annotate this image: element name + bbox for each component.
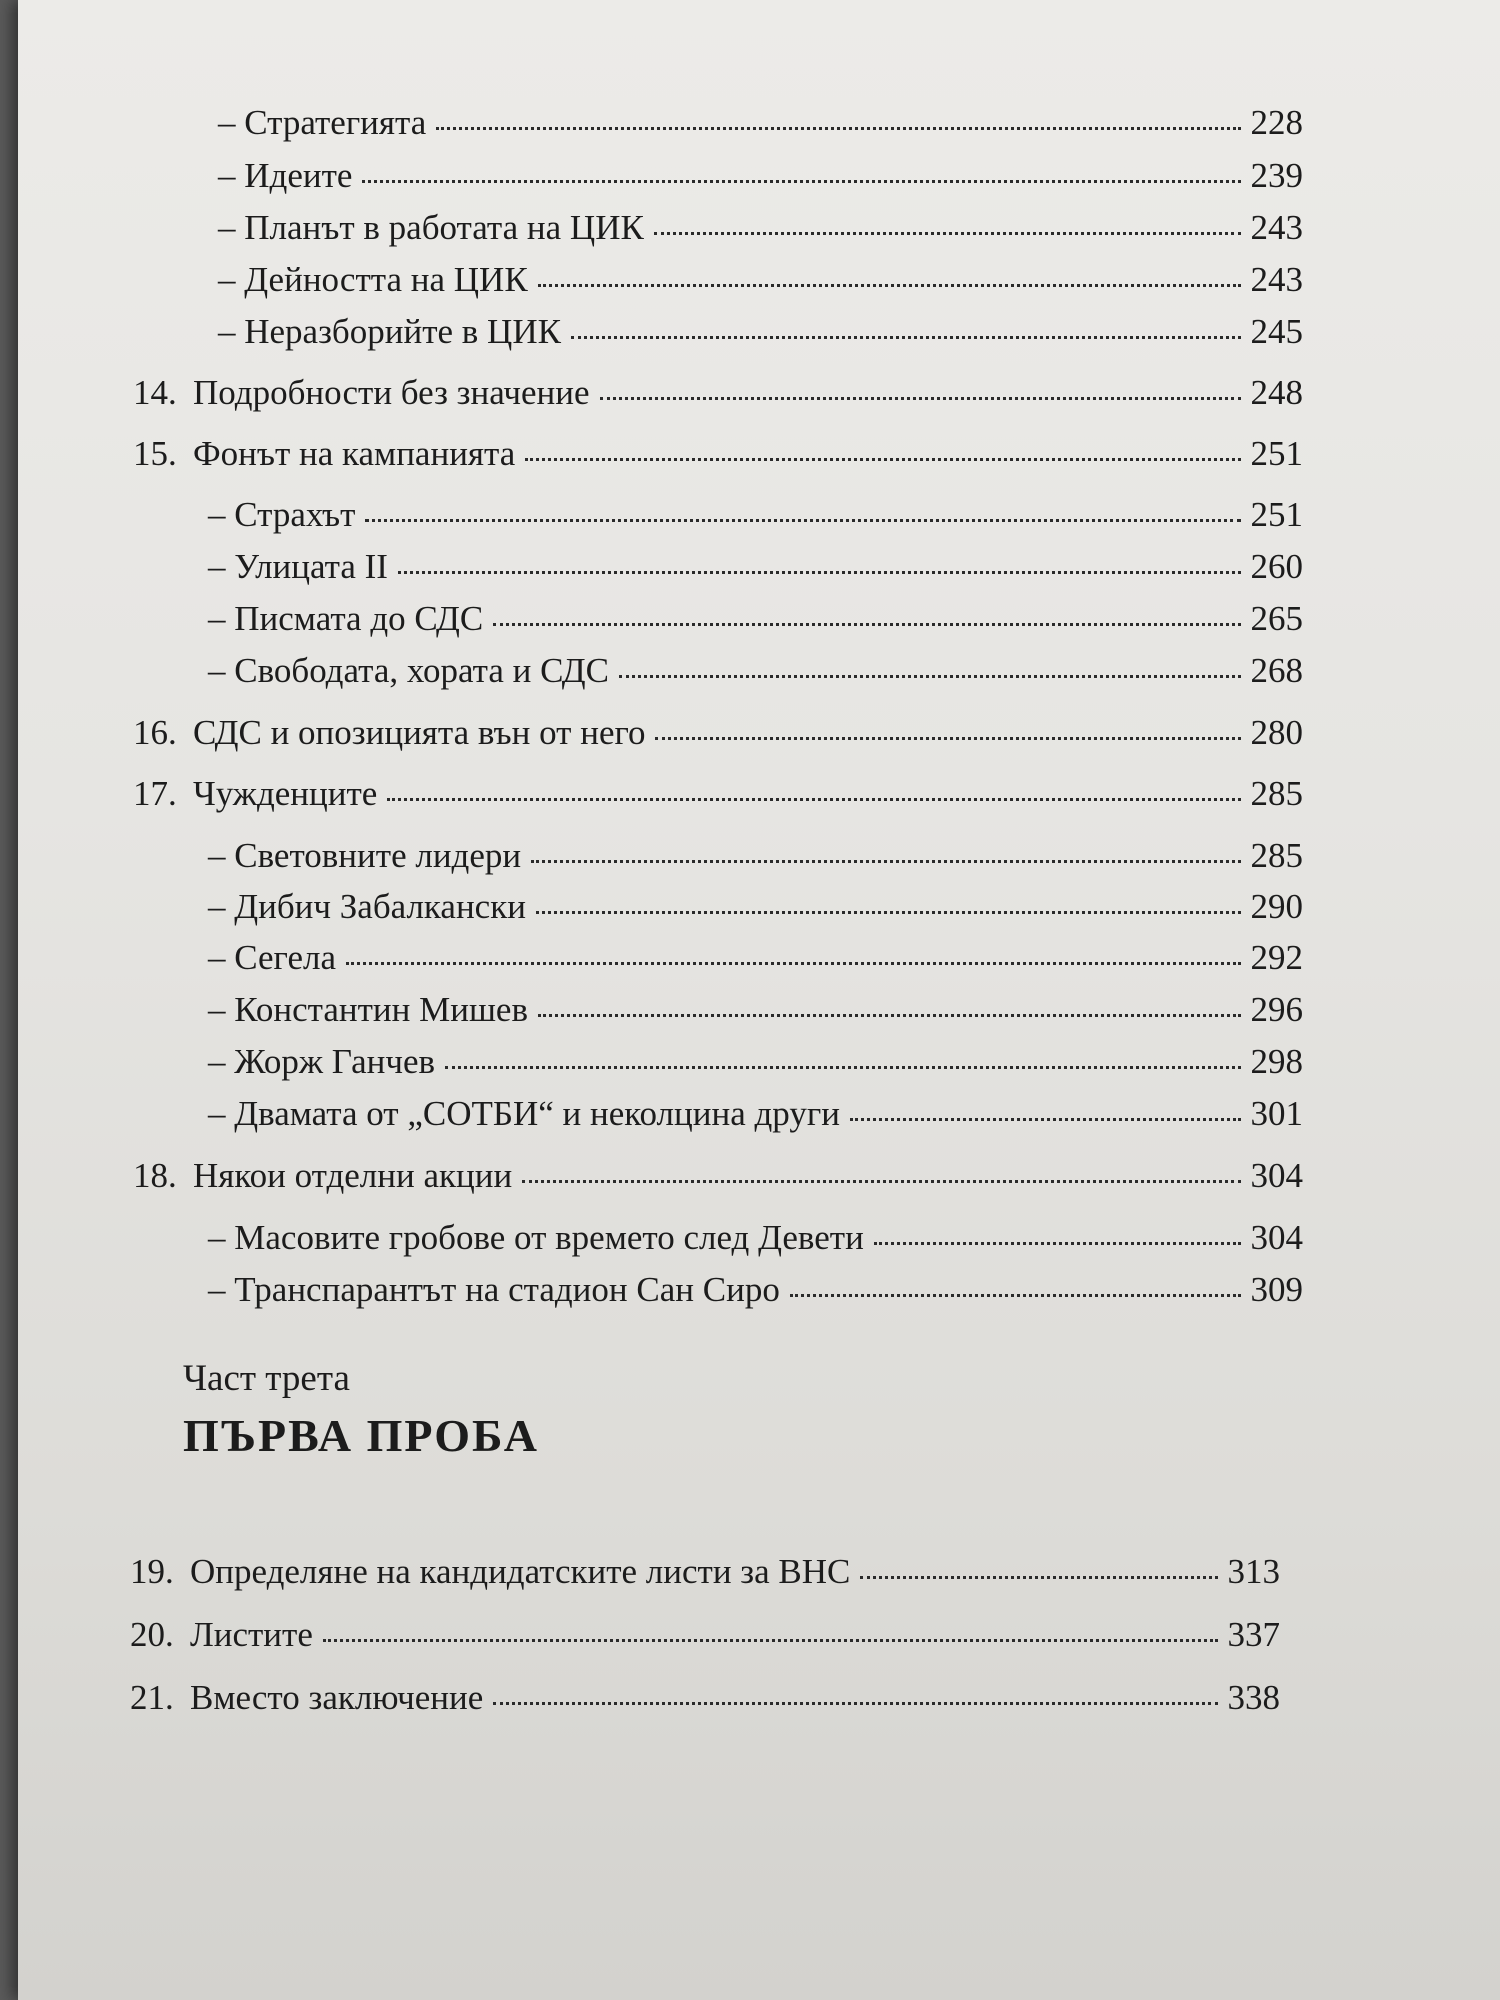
entry-page-number: 228 (1250, 103, 1303, 142)
entry-number: 14. (133, 373, 177, 412)
entry-number: 19. (130, 1552, 174, 1591)
entry-label: – Писмата до СДС (208, 599, 484, 638)
entry-page-number: 301 (1250, 1094, 1303, 1133)
toc-entry (208, 836, 1303, 876)
entry-page-number: 251 (1250, 495, 1303, 534)
toc-entry (208, 938, 1303, 978)
toc-entry (208, 990, 1303, 1030)
entry-label: – Жорж Ганчев (208, 1042, 436, 1081)
toc-entry (133, 1156, 1303, 1196)
entry-page-number: 304 (1250, 1218, 1303, 1257)
entry-label: Фонът на кампанията (193, 434, 516, 473)
entry-page-number: 338 (1227, 1678, 1280, 1717)
entry-page-number: 251 (1250, 434, 1303, 473)
entry-page-number: 309 (1250, 1270, 1303, 1309)
entry-page-number: 268 (1250, 651, 1303, 690)
entry-number: 21. (130, 1678, 174, 1717)
entry-label: – Страхът (208, 495, 356, 534)
part-title: ПЪРВА ПРОБА (183, 1410, 539, 1461)
dot-leader (387, 798, 1240, 801)
toc-entry (208, 1094, 1303, 1134)
entry-page-number: 245 (1250, 312, 1303, 351)
dot-leader (655, 737, 1240, 740)
entry-page-number: 298 (1250, 1042, 1303, 1081)
entry-page-number: 239 (1250, 156, 1303, 195)
toc-entry (208, 887, 1303, 927)
dot-leader (850, 1118, 1241, 1121)
toc-entry (133, 774, 1303, 814)
dot-leader (654, 232, 1241, 235)
dot-leader (493, 1702, 1217, 1705)
toc-entry (218, 103, 1303, 143)
dot-leader (436, 127, 1240, 130)
dot-leader (323, 1639, 1218, 1642)
entry-label: Подробности без значение (193, 373, 590, 412)
dot-leader (536, 911, 1241, 914)
toc-entry (208, 1042, 1303, 1082)
entry-page-number: 285 (1250, 774, 1303, 813)
entry-label: Определяне на кандидатските листи за ВНС (190, 1552, 851, 1591)
dot-leader (531, 860, 1240, 863)
entry-page-number: 280 (1250, 713, 1303, 752)
entry-label: – Двамата от „СОТБИ“ и неколцина други (208, 1094, 840, 1133)
entry-label: – Стратегията (218, 103, 427, 142)
dot-leader (538, 1014, 1241, 1017)
entry-label: – Свободата, хората и СДС (208, 651, 609, 690)
book-page (18, 0, 1500, 2000)
dot-leader (790, 1294, 1241, 1297)
toc-entry (130, 1615, 1280, 1655)
toc-entry (208, 651, 1303, 691)
entry-label: Някои отделни акции (193, 1156, 513, 1195)
dot-leader (619, 675, 1241, 678)
entry-page-number: 296 (1250, 990, 1303, 1029)
entry-label: Чужденците (193, 774, 378, 813)
toc-entry (133, 434, 1303, 474)
entry-page-number: 292 (1250, 938, 1303, 977)
dot-leader (874, 1242, 1241, 1245)
dot-leader (365, 519, 1240, 522)
dot-leader (522, 1180, 1240, 1183)
toc-entry (130, 1552, 1280, 1592)
toc-entry (208, 1218, 1303, 1258)
toc-entry (218, 156, 1303, 196)
entry-page-number: 248 (1250, 373, 1303, 412)
dot-leader (445, 1066, 1240, 1069)
toc-entry (208, 599, 1303, 639)
entry-label: – Масовите гробове от времето след Девети (208, 1218, 864, 1257)
toc-entry (208, 1270, 1303, 1310)
entry-label: – Дибич Забалкански (208, 887, 526, 926)
entry-label: – Световните лидери (208, 836, 522, 875)
entry-label: – Дейността на ЦИК (218, 260, 528, 299)
entry-label: – Транспарантът на стадион Сан Сиро (208, 1270, 780, 1309)
dot-leader (571, 336, 1241, 339)
entry-label: – Неразборийте в ЦИК (218, 312, 561, 351)
toc-entry (208, 547, 1303, 587)
toc-entry (218, 312, 1303, 352)
entry-label: – Планът в работата на ЦИК (218, 208, 644, 247)
entry-page-number: 265 (1250, 599, 1303, 638)
toc-entry (133, 373, 1303, 413)
entry-label: Вместо заключение (190, 1678, 484, 1717)
entry-page-number: 260 (1250, 547, 1303, 586)
dot-leader (346, 962, 1241, 965)
dot-leader (525, 458, 1240, 461)
dot-leader (362, 180, 1240, 183)
entry-page-number: 243 (1250, 208, 1303, 247)
entry-label: – Улицата II (208, 547, 388, 586)
entry-label: – Идеите (218, 156, 353, 195)
toc-entry (133, 713, 1303, 753)
toc-entry (218, 260, 1303, 300)
toc-entry (208, 495, 1303, 535)
toc-entry (130, 1678, 1280, 1718)
entry-number: 15. (133, 434, 177, 473)
dot-leader (398, 571, 1241, 574)
entry-number: 16. (133, 713, 177, 752)
toc-entry (218, 208, 1303, 248)
entry-page-number: 290 (1250, 887, 1303, 926)
entry-label: – Сегела (208, 938, 336, 977)
entry-label: Листите (190, 1615, 313, 1654)
dot-leader (493, 623, 1240, 626)
entry-number: 18. (133, 1156, 177, 1195)
entry-number: 17. (133, 774, 177, 813)
dot-leader (538, 284, 1241, 287)
entry-label: СДС и опозицията вън от него (193, 713, 646, 752)
part-label: Част трета (183, 1358, 350, 1399)
entry-page-number: 313 (1227, 1552, 1280, 1591)
entry-page-number: 337 (1227, 1615, 1280, 1654)
entry-number: 20. (130, 1615, 174, 1654)
dot-leader (600, 397, 1241, 400)
entry-page-number: 285 (1250, 836, 1303, 875)
entry-page-number: 243 (1250, 260, 1303, 299)
entry-label: – Константин Мишев (208, 990, 528, 1029)
entry-page-number: 304 (1250, 1156, 1303, 1195)
dot-leader (860, 1576, 1217, 1579)
